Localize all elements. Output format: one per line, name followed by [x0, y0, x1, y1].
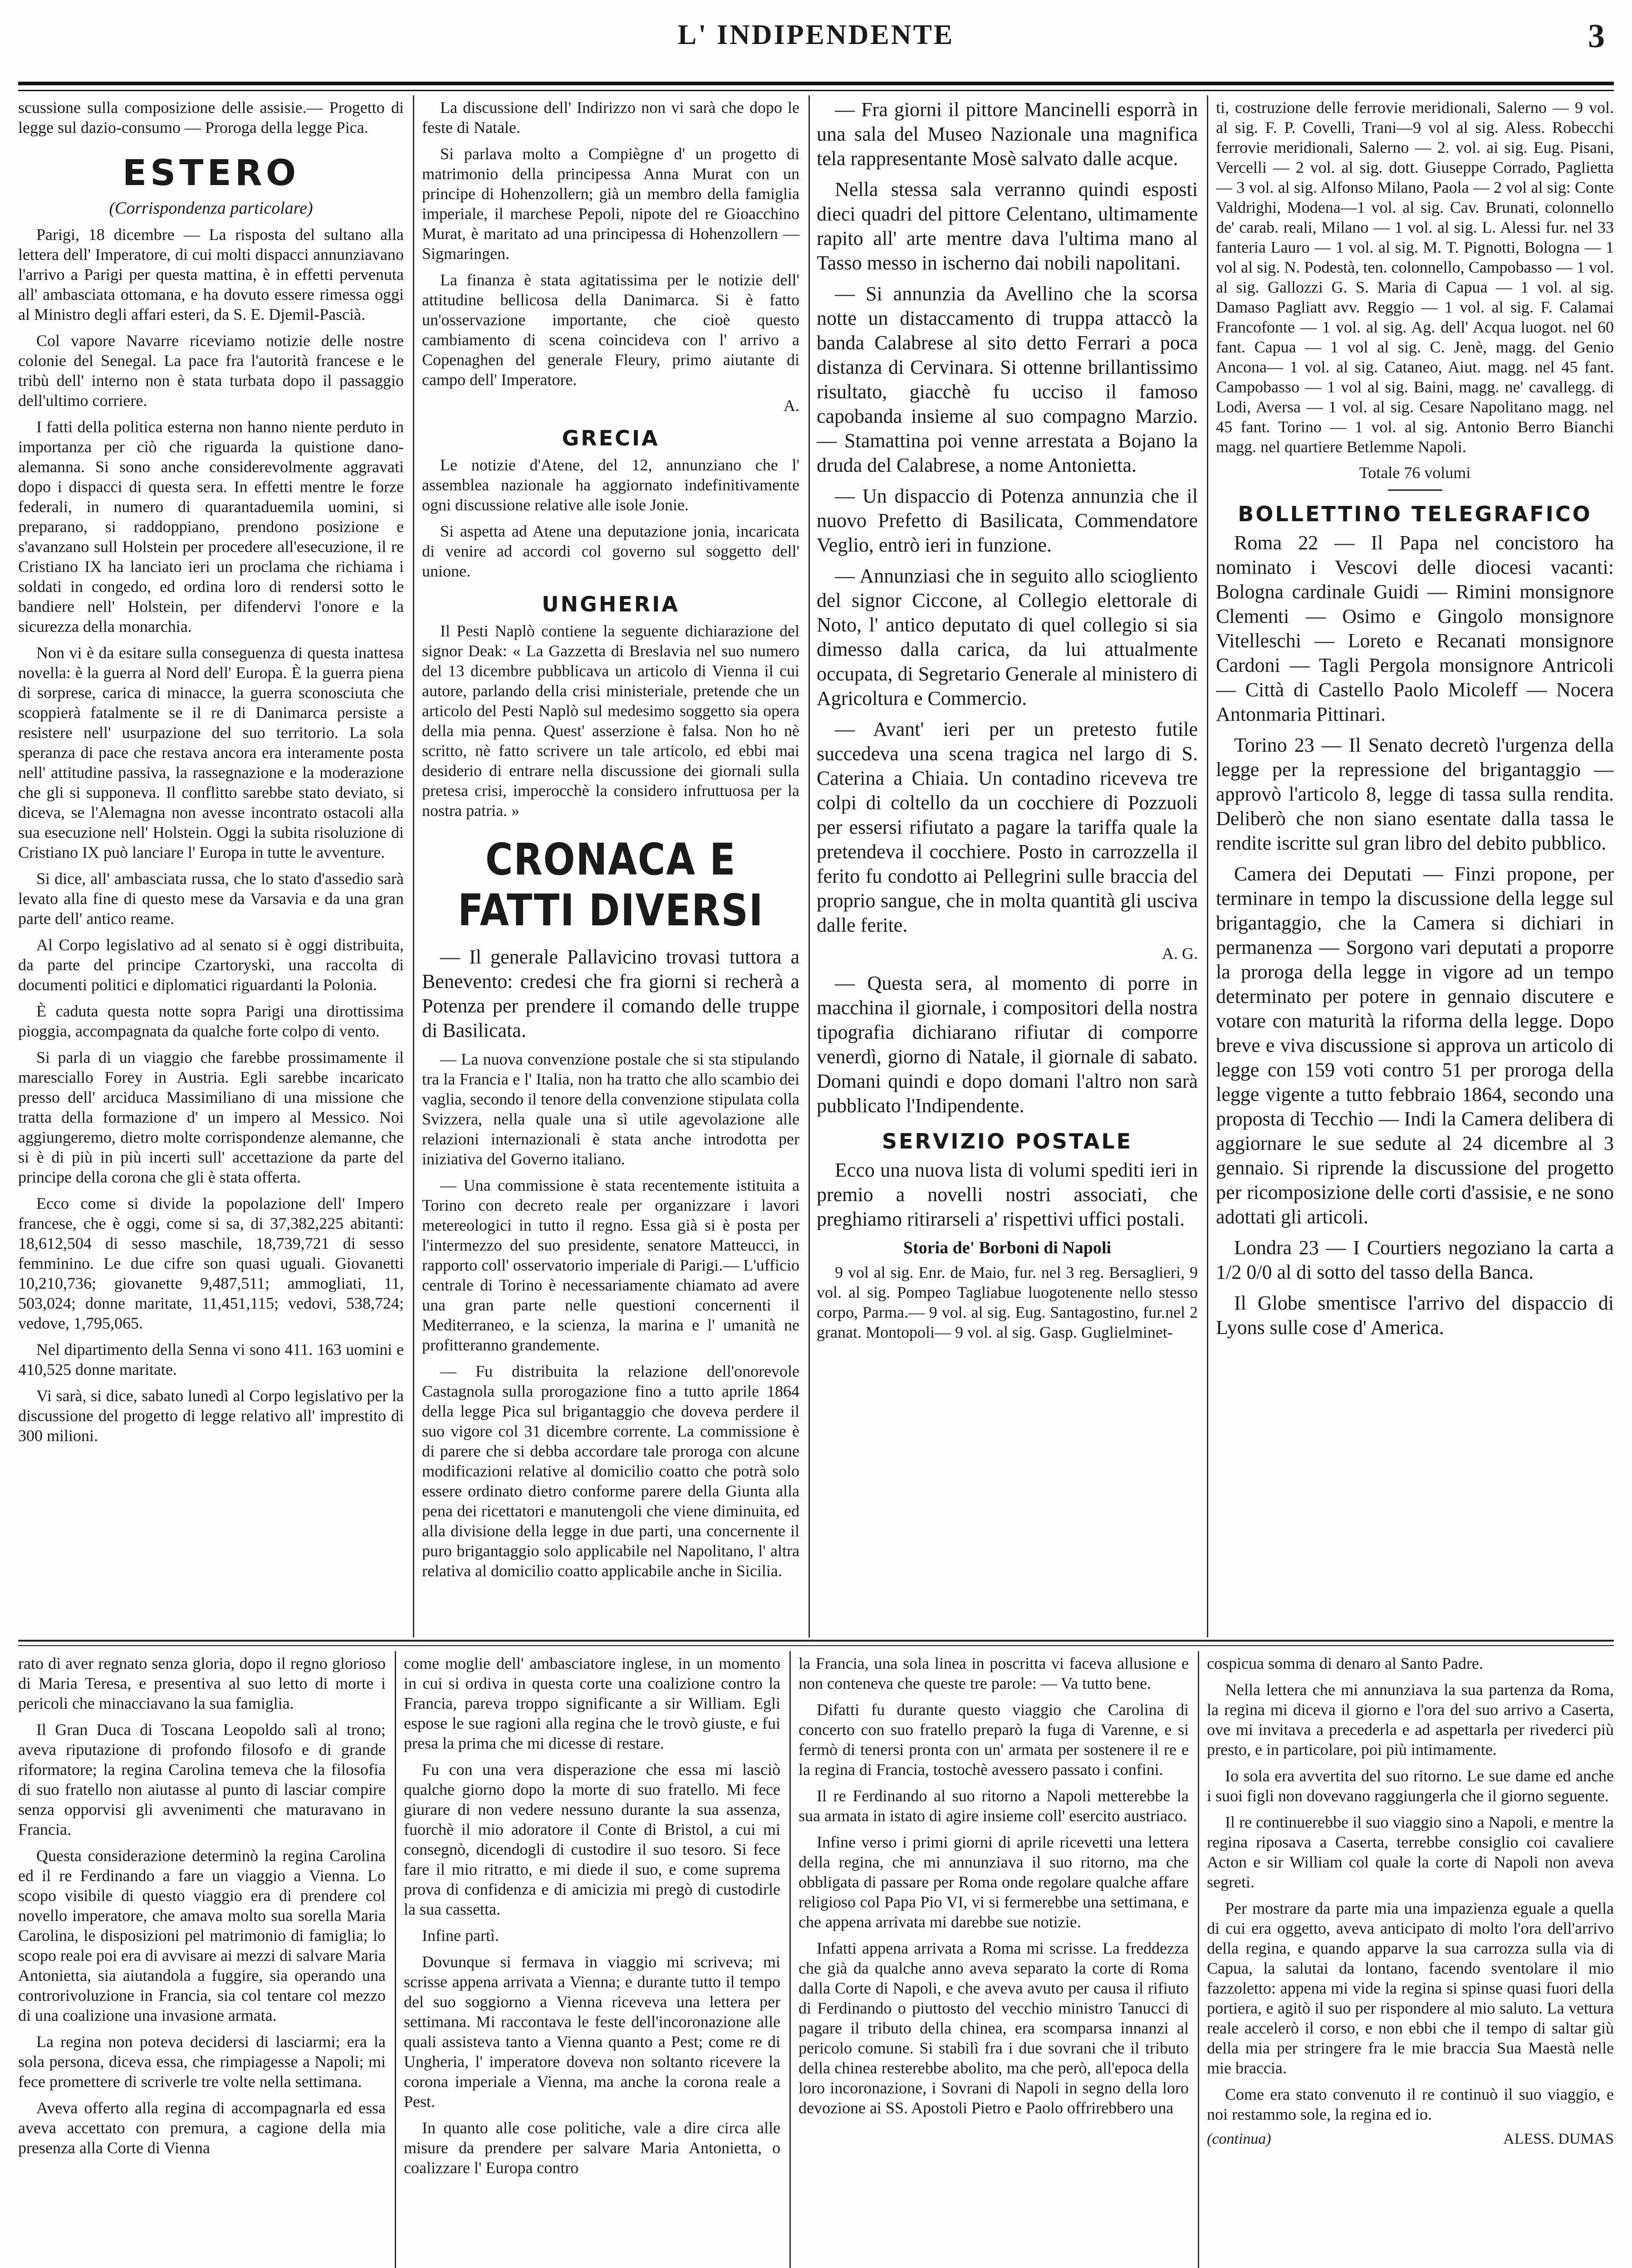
feuilleton-paragraph: Difatti fu durante questo viaggio che Carolina di concerto con suo fratello preparò la fuga di Varenne, e si fermò di tenersi pronta con un' armata per sostenere il re e la regina di Francia, tostochè avessero passato i confini. — [799, 1701, 1189, 1779]
article-paragraph: — Fu distribuita la relazione dell'onorevole Castagnola sulla prorogazione fino a tutto aprile 1864 della legge Pica sul brigantaggio che doveva perdere il suo vigore col 31 dicembre corrente. La commissione è di parere che si debba accordare tale proroga con alcune modificazioni relative al domicilio coatto che potrà solo essere ordinato dietro conforme parere della Giunta alla pena dei ricettatori e manutengoli che viene diminuita, ed alla divisione della legge in due parti, una concernente il puro brigantaggio solo applicabile nel Napolitano, l' altra relativa al domicilio coatto applicabile anche in Sicilia. — [422, 1362, 799, 1580]
article-paragraph: — Avant' ieri per un pretesto futile succedeva una scena tragica nel largo di S. Caterina a Chiaia. Un contadino riceveva tre colpi di coltello da un cocchiere di Pozzuoli per essersi rifiutato a pagare la tariffa quale la pretendeva il cocchiere. Posto in carrozzella il ferito fu condotto ai Pellegrini sulle braccia del proprio sangue, che in molta quantità gli usciva dalle ferite. — [817, 718, 1198, 936]
separator — [1388, 489, 1442, 491]
section-heading-grecia: GRECIA — [562, 426, 660, 450]
masthead — [18, 0, 1614, 86]
article-signature: A. G. — [1162, 944, 1198, 963]
article-paragraph: Nella stessa sala verranno quindi esposti dieci quadri del pittore Celentano, ultimamente rapito all' arte mentre dava l'ultima mano al Tasso messo in ischerno dai nobili napolitani. — [817, 178, 1198, 274]
article-paragraph: Non vi è da esitare sulla conseguenza di questa inattesa novella: è la guerra al Nord dell' Europa. È la guerra piena di sorprese, carica di minacce, la guerra sconosciuta che scoppierà fatalmente se il re di Danimarca persiste a resistere nell' usurpazione del suo territorio. La sola speranza di pace che restava ancora era interamente posta nell' attitudine passiva, la rassegnazione e la moderazione che gli si supponeva. Il conflitto sarebbe stato deviato, si diceva, se l'Alemagna non avesse incontrato ostacoli alla sua esecuzione nell' Holstein. Oggi la subita risoluzione di Cristiano IX può lanciare l' Europa in tutte le avventure. — [18, 644, 404, 861]
article-paragraph: — Si annunzia da Avellino che la scorsa notte un distaccamento di truppa attaccò la banda Calabrese al sito detto Ferrari a poca distanza di Cervinara. Si ottenne brillantissimo risultato, giacchè fu ucciso il famoso capobanda insieme al suo compagno Marzio. — Stamattina poi venne arrestata a Bojano la druda del Calabrese, a nome Antonietta. — [817, 283, 1198, 476]
article-paragraph: Al Corpo legislativo ad al senato si è oggi distribuita, da parte del principe Czartoryski, una raccolta di documenti politici e diplomatici riguardanti la Polonia. — [18, 936, 404, 994]
feuilleton-paragraph: Io sola era avvertita del suo ritorno. Le sue dame ed anche i suoi figli non dovevano raggiungerla che il giorno seguente. — [1207, 1767, 1614, 1805]
article-paragraph: Ecco una nuova lista di volumi spediti ieri in premio a novelli nostri associati, che preghiamo ritirarseli a' rispettivi uffici postali. — [817, 1159, 1198, 1230]
article-paragraph: — Un dispaccio di Potenza annunzia che il nuovo Prefetto di Basilicata, Commendatore Veglio, entrò ieri in funzione. — [817, 485, 1198, 556]
article-paragraph: La finanza è stata agitatissima per le notizie dell' attitudine bellicosa della Danimarca. Si è fatto un'osservazione importante, che cioè questo cambiamento di scena coincideva con l' arrivo a Copenaghen del generale Fleury, primo aiutante di campo dell' Imperatore. — [422, 271, 799, 389]
column-divider — [809, 95, 810, 1637]
section-heading-servizio-postale: SERVIZIO POSTALE — [882, 1129, 1133, 1154]
column-divider — [789, 1651, 791, 2268]
telegram-paragraph: Londra 23 — I Courtiers negoziano la carta a 1/2 0/0 al di sotto del tasso della Banca. — [1216, 1237, 1614, 1283]
feuilleton-column-3 — [799, 1653, 1189, 2268]
feuilleton-paragraph: La regina non poteva decidersi di lasciarmi; era la sola persona, diceva essa, che rimpiagesse a Napoli; mi fece promettere di scriverle tre volte nella settimana. — [18, 2033, 386, 2091]
article-paragraph: — Annunziasi che in seguito allo sciogliento del signor Ciccone, al Collegio elettorale di Noto, l' antico deputato di quel collegio si sia dimesso dalla carica, da lui attualmente occupata, di Segretario Generale al ministero di Agricoltura e Commercio. — [817, 565, 1198, 709]
section-heading-ungheria: UNGHERIA — [542, 592, 680, 616]
column-2 — [422, 98, 799, 1635]
feuilleton-paragraph: Come era stato convenuto il re continuò il suo viaggio, e noi restammo sole, la regina ed io. — [1207, 2085, 1614, 2123]
column-divider — [395, 1651, 396, 2268]
feuilleton-rule-thin — [18, 1645, 1614, 1646]
feuilleton-paragraph: Aveva offerto alla regina di accompagnarla ed essa aveva accettato con premura, a cagione della mia presenza alla Corte di Vienna — [18, 2099, 386, 2157]
article-paragraph: Si parla di un viaggio che farebbe prossimamente il maresciallo Forey in Austria. Egli sarebbe incaricato presso dell' arciduca Massimiliano di una missione che tratta della formazione d' un impero al Messico. Noi aggiungeremo, dietro molte corrispondenze alemanne, che si è di più in più incerti sull' accettazione da parte del principe della corona che gli è stata offerta. — [18, 1048, 404, 1186]
article-paragraph: — Questa sera, al momento di porre in macchina il giornale, i compositori della nostra tipografia dichiarano rifiutar di comporre venerdì, giorno di Natale, il giornale di sabato. Domani quindi e dopo domani l'altro non sarà pubblicato l'Indipendente. — [817, 972, 1198, 1117]
article-paragraph: ti, costruzione delle ferrovie meridionali, Salerno — 9 vol. al sig. F. P. Covelli, Trani—9 vol al sig. Aless. Robecchi ferrovie meridionali, Salerno — 2. vol. ai sig. Eug. Pisani, Vercelli — 2 vol. al sig. dott. Giuseppe Corrado, Paglietta — 3 vol. al sig. Alfonso Milano, Paola — 2 vol al sig: Conte Valdrighi, Modena—1 vol. al sig. Cav. Brunati, colonnello de' carab. reali, Milano — 1 vol. al sig. L. Alessi fur. nel 33 fanteria Lauro — 1 vol. al sig. M. T. Pignotti, Bologna — 1 vol al sig. N. Podestà, ten. colonnello, Campobasso — 1 vol. al sig. Gallozzi G. S. Maria di Capua — 1 vol. al sig. Damaso Pagliatt avv. Reggio — 1 vol. al sig. F. Calamai Francofonte — 1 vol. al sig. Ag. dell' Acqua luogot. nel 60 fant. Capua — 1 vol al sig. C. Jenè, magg. del Genio Ancona— 1 vol. al sig. Cataneo, Aiut. magg. nel 45 fant. Campobasso — 1 vol al sig. Baini, magg. ne' cavallegg. di Lodi, Aversa — 1 vol. al sig. Cesare Napolitano magg. nel 45 fant. Torino — 1 vol. al sig. Antonio Berro Bianchi magg. nel quartiere Betlemme Napoli. — [1216, 98, 1614, 456]
article-paragraph: Col vapore Navarre riceviamo notizie delle nostre colonie del Senegal. La pace fra l'autorità francese e le tribù dell' interno non è stata turbata dopo il passaggio dell'ultimo corriere. — [18, 332, 404, 410]
column-3 — [817, 98, 1198, 1635]
article-paragraph: Si parlava molto a Compiègne d' un progetto di matrimonio della principessa Anna Murat con un principe di Hohenzollern; già un membro della famiglia imperiale, il marchese Pepoli, nipote del re Gioacchino Murat, è maritato ad una principessa di Hohenzollern — Sigmaringen. — [422, 145, 799, 263]
telegram-paragraph: Il Globe smentisce l'arrivo del dispaccio di Lyons sulle cose d' America. — [1216, 1292, 1614, 1339]
feuilleton-footer — [1207, 2131, 1614, 2148]
article-paragraph: Vi sarà, si dice, sabato lunedì al Corpo legislativo per la discussione del progetto di legge relativo all' imprestito di 300 milioni. — [18, 1387, 404, 1445]
feuilleton-paragraph: Il re continuerebbe il suo viaggio sino a Napoli, e mentre la regina riposava a Caserta, terrebbe consiglio coi cavaliere Acton e sir William col quale la corte di Napoli non aveva segreti. — [1207, 1813, 1614, 1891]
article-paragraph: La discussione dell' Indirizzo non vi sarà che dopo le feste di Natale. — [422, 98, 799, 137]
newspaper-title: L' INDIPENDENTE — [677, 20, 955, 50]
book-title: Storia de' Borboni di Napoli — [903, 1238, 1112, 1257]
continua-label: (continua) — [1207, 2131, 1271, 2147]
telegram-paragraph: Roma 22 — Il Papa nel concistoro ha nominato i Vescovi delle diocesi vacanti: Bologna cardinale Guidi — Rimini monsignore Clementi — Osimo e Gingolo monsignore Vitelleschi — Loreto e Recanati monsignore Cardoni — Tagli Pergola monsignore Antricoli — Città di Castello Paolo Micoleff — Nocera Antonmaria Pittinari. — [1216, 532, 1614, 725]
feuilleton-paragraph: come moglie dell' ambasciatore inglese, in un momento in cui si ordiva in questa corte una coalizione contro la Francia, pareva troppo significante a sir William. Egli espose le sue ragioni alla regina che le trovò giuste, e fui presa la prima che mi dicesse di restare. — [404, 1654, 780, 1752]
article-paragraph: — Una commissione è stata recentemente istituita a Torino con decreto reale per organizzare i lavori metereologici in tutto il regno. Essa già si è posta per l'intermezzo del suo presidente, senatore Matteucci, in rapporto coll' osservatorio imperiale di Parigi.— L'ufficio centrale di Torino è necessariamente chiamato ad avere una gran parte nelle questioni concernenti il Mediterraneo, e la scienza, la marina e l' umanità ne profitteranno grandemente. — [422, 1176, 799, 1354]
page-number: 3 — [1588, 18, 1605, 55]
article-paragraph: I fatti della politica esterna non hanno niente perduto in importanza per ciò che riguarda la quistione dano-alemanna. Si sono anche considerevolmente aggravati dopo i dispacci di questa sera. In effetti mentre le forze federali, in numero di quarantaduemila uomini, si preparano, si raddoppiano, prendono posizione e s'avanzano sull Holstein per procedere all'esecuzione, il re Cristiano IX ha lanciato ieri un proclama che richiama i soldati in congedo, ed ordina loro di rendersi sotto le bandiere nell' Holstein, per difendervi l'onore e la sicurezza della monarchia. — [18, 418, 404, 635]
feuilleton-paragraph: Fu con una vera disperazione che essa mi lasciò qualche giorno dopo la morte di suo fratello. Mi fece giurare di non vedere nessuno durante la sua assenza, fuorchè il mio adoratore il Conte di Bristol, a cui mi consegnò, dicendogli di custodire il suo tesoro. Si fece fare il mio ritratto, e mi diede il suo, e come suprema prova di confidenza e di amicizia mi pregò di custodirle la sua cassetta. — [404, 1760, 780, 1918]
feuilleton-paragraph: Questa considerazione determinò la regina Carolina ed il re Ferdinando a fare un viaggio a Vienna. Lo scopo visibile di questo viaggio era di prendere col novello imperatore, che amava molto sua sorella Maria Carolina, le disposizioni pel matrimonio di famiglia; lo scopo reale poi era di avvisare ai mezzi di salvare Maria Antonietta, sia aiutandola a fuggire, sia operando una controrivoluzione in Francia, sia col tentare col mezzo di una coalizione una invasione armata. — [18, 1847, 386, 2024]
column-divider — [413, 95, 414, 1637]
feuilleton-paragraph: In quanto alle cose politiche, vale a dire circa alle misure da prendere per salvare Maria Antonietta, o coalizzare l' Europa contro — [404, 2119, 780, 2177]
feuilleton-paragraph: Dovunque si fermava in viaggio mi scriveva; mi scrisse appena arrivata a Vienna; e durante tutto il tempo del suo soggiorno a Vienna riceveva una lettera per settimana. Mi raccontava le feste dell'incoronazione alle quali assisteva tanto a Vienna quanto a Pest; come re di Ungheria, l' imperatore doveva non soltanto ricevere la corona imperiale a Vienna, ma anche la corona reale a Pest. — [404, 1953, 780, 2111]
article-paragraph: Ecco come si divide la popolazione dell' Impero francese, che è oggi, come si sa, di 37,382,225 abitanti: 18,612,504 di sesso maschile, 18,739,721 di sesso femminino. Le due cifre son quasi uguali. Giovanetti 10,210,736; giovanette 9,487,511; ammogliati, 11, 503,024; donne maritate, 11,451,115; vedovi, 538,724; vedove, 1,795,065. — [18, 1194, 404, 1332]
article-paragraph: È caduta questa notte sopra Parigi una dirottissima pioggia, accompagnata da qualche forte colpo di vento. — [18, 1002, 404, 1040]
volume-total: Totale 76 volumi — [1359, 464, 1471, 482]
feuilleton-paragraph: cospicua somma di denaro al Santo Padre. — [1207, 1654, 1483, 1672]
telegram-paragraph: Camera dei Deputati — Finzi propone, per terminare in tempo la discussione della legge sul brigantaggio, che la Camera si dichiari in permanenza — Sorgono vari deputati a proporre la proroga della legge in vigore ad un tempo determinato per potere in gennaio discutere e votare con maturità la riforma della legge. Dopo breve e viva discussione si approva un articolo di legge con 159 voti contro 51 per proroga della legge vigente a tutto febbraio 1864, secondo una proposta di Tecchio — Indi la Camera delibera di aggiornare le sue sedute al 24 dicembre al 3 gennaio. Si riprende la discussione del progetto per ricomposizione delle corti d'assisie, e ne sono adottati gli articoli. — [1216, 863, 1614, 1228]
article-paragraph: Le notizie d'Atene, del 12, annunziano che l' assemblea nazionale ha aggiornato indefinitivamente ogni discussione relative alle isole Jonie. — [422, 456, 799, 514]
article-paragraph: Nel dipartimento della Senna vi sono 411. 163 uomini e 410,525 donne maritate. — [18, 1340, 404, 1378]
feuilleton-paragraph: Infine partì. — [422, 1926, 499, 1945]
section-heading-cronaca: CRONACA E FATTI DIVERSI — [457, 834, 764, 936]
article-paragraph: Si dice, all' ambasciata russa, che lo stato d'assedio sarà levato alla fine di questo mese da Varsavia e da una gran parte dell' antico reame. — [18, 870, 404, 928]
masthead-rule-thin — [18, 90, 1614, 91]
article-paragraph: Il Pesti Naplò contiene la seguente dichiarazione del signor Deak: « La Gazzetta di Breslavia nel suo numero del 13 dicembre pubblicava un articolo di Vienna il cui autore, parlando della crisi ministeriale, pretende che un articolo del Pesti Naplò sul medesimo soggetto sia opera della mia penna. Quest' asserzione è falsa. Non ho nè scritto, nè fatto scrivere un tale articolo, ed ebbi mai desiderio di entrare nella discussione dei giornali sulla pretesa crisi, imperocchè la considero infruttuosa per la nostra patria. » — [422, 622, 799, 820]
telegram-paragraph: Torino 23 — Il Senato decretò l'urgenza della legge per la repressione del brigantaggio — approvò l'articolo 8, legge di tassa sulla rendita. Deliberò che non siano esentate dalla tassa le rendite iscritte sul gran libro del debito pubblico. — [1216, 734, 1614, 854]
feuilleton-paragraph: Il re Ferdinando al suo ritorno a Napoli metterebbe la sua armata in istato di agire insieme coll' esercito austriaco. — [799, 1787, 1189, 1825]
article-paragraph: Parigi, 18 dicembre — La risposta del sultano alla lettera dell' Imperatore, di cui molti dispacci annunziavano l'arrivo a Parigi per questa mattina, è in effetti pervenuta all' ambasciata ottomana, e ha dovuto essere rimessa oggi al Ministro degli affari esteri, da S. E. Djemil-Pascià. — [18, 225, 404, 323]
feuilleton-paragraph: Infine verso i primi giorni di aprile ricevetti una lettera della regina, che mi annunziava il suo ritorno, ma che obbligata di passare per Roma onde regolare qualche affare religioso col Papa Pio VI, vi si fermerebbe una settimana, e che appena arrivata mi darebbe sue notizie. — [799, 1833, 1189, 1931]
feuilleton-paragraph: Il Gran Duca di Toscana Leopoldo salì al trono; aveva riputazione di profondo filosofo e di grande riformatore; la regina Carolina temeva che la filosofia di suo fratello non aiutasse al punto di lasciar compire senza opporvisi gli avvenimenti che maturavano in Francia. — [18, 1721, 386, 1838]
section-heading-bollettino: BOLLETTINO TELEGRAFICO — [1238, 502, 1592, 526]
feuilleton-paragraph: Per mostrare da parte mia una impazienza eguale a quella di cui era oggetto, aveva anticipato di molto l'ora dell'arrivo della regina, e quando apparve la sua carrozza sulla via di Capua, la salutai da lontano, facendo sventolare il mio fazzoletto: appena mi vide la regina si spinse quasi fuori della portiera, e agitò il suo per rispondere al mio saluto. La vettura reale accelerò il corso, e non ebbi che il tempo di saltar giù della mia per stringere fra le mie braccia Sua Maestà nelle mie braccia. — [1207, 1899, 1614, 2077]
column-4 — [1216, 98, 1614, 1635]
feuilleton-paragraph: la Francia, una sola linea in poscritta vi faceva allusione e non conteneva che queste tre parole: — Va tutto bene. — [799, 1654, 1189, 1692]
feuilleton-column-4 — [1207, 1653, 1614, 2268]
column-divider — [1207, 95, 1208, 1637]
article-paragraph: Si aspetta ad Atene una deputazione jonia, incaricata di venire ad accordi col governo sul soggetto dell' unione. — [422, 522, 799, 580]
article-signature: A. — [784, 396, 799, 415]
feuilleton-rule — [18, 1640, 1614, 1642]
feuilleton-column-2 — [404, 1653, 780, 2268]
column-1 — [18, 98, 404, 1635]
feuilleton-paragraph: Infatti appena arrivata a Roma mi scrisse. La freddezza che già da qualche anno aveva separato la corte di Roma dalla Corte di Napoli, e che aveva avuto per causa il rifiuto di Ferdinando o piuttosto del vecchio ministro Tanucci di pagare il tributo della chinea, era scomparsa innanzi al pericolo comune. Si stabilì fra i due sovrani che il tributo della chinea resterebbe abolito, ma che però, all'epoca della loro incoronazione, i Sovrani di Napoli in segno della loro devozione ai SS. Apostoli Pietro e Paolo offrirebbero una — [799, 1939, 1189, 2117]
intro-text: scussione sulla composizione delle assisie.— Progetto di legge sul dazio-consumo — Proroga della legge Pica. — [18, 98, 404, 137]
author-signature: ALESS. DUMAS — [1503, 2131, 1614, 2147]
section-heading-estero: ESTERO — [122, 153, 300, 194]
article-paragraph: — Fra giorni il pittore Mancinelli esporrà in una sala del Museo Nazionale una magnifica tela rappresentante Mosè salvato dalle acque. — [817, 98, 1198, 170]
column-divider — [1198, 1651, 1199, 2268]
article-paragraph: 9 vol al sig. Enr. de Maio, fur. nel 3 reg. Bersaglieri, 9 vol. al sig. Pompeo Tagliabue luogotenente nello stesso corpo, Parma.— 9 vol. al sig. Eug. Santagostino, fur.nel 2 granat. Montopoli— 9 vol. al sig. Gasp. Guglielminet- — [817, 1263, 1198, 1341]
article-paragraph: — La nuova convenzione postale che si sta stipulando tra la Francia e l' Italia, non ha tratto che allo scambio dei vaglia, secondo il tenore della convenzione stipulata colla Svizzera, nella quale una sì utile agevolazione alle relazioni internazionali è stata anche introdotta per iniziativa del Governo italiano. — [422, 1050, 799, 1168]
feuilleton-paragraph: rato di aver regnato senza gloria, dopo il regno glorioso di Maria Teresa, e presentiva al suo letto di morte i pericoli che minacciavano la sua famiglia. — [18, 1654, 386, 1712]
feuilleton-column-1 — [18, 1653, 386, 2268]
section-subheading: (Corrispondenza particolare) — [109, 199, 313, 218]
masthead-rule — [18, 82, 1614, 85]
feuilleton-paragraph: Nella lettera che mi annunziava la sua partenza da Roma, la regina mi diceva il giorno e l'ora del suo arrivo a Caserta, ove mi invitava a precederla e ad aspettarla per rivederci più presto, e in particolare, poi più intimamente. — [1207, 1681, 1614, 1759]
article-paragraph: — Il generale Pallavicino trovasi tuttora a Benevento: credesi che fra giorni si recherà a Potenza per prendere il comando delle truppe di Basilicata. — [422, 946, 799, 1041]
